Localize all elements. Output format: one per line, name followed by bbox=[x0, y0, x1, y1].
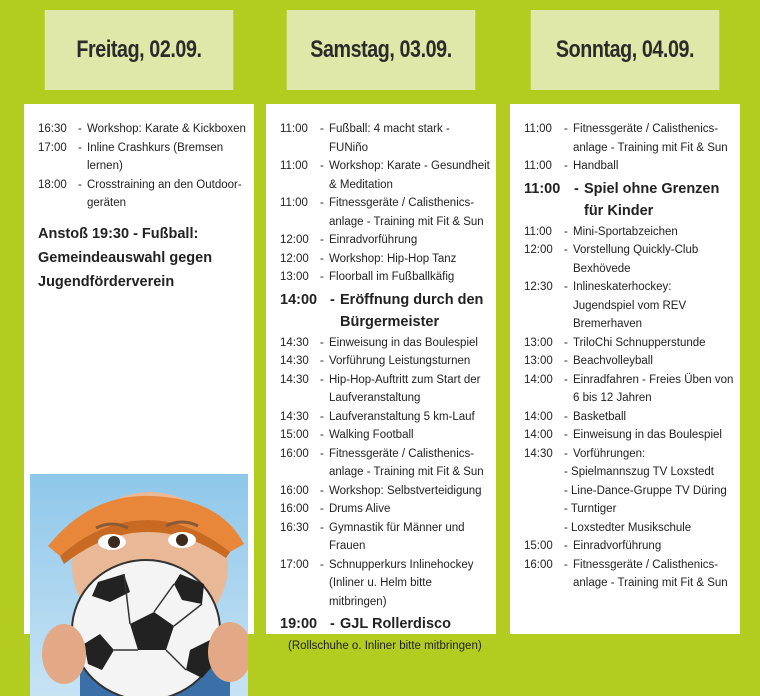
event-time: 16:00 bbox=[524, 558, 553, 571]
time-separator: - bbox=[320, 373, 324, 386]
time-separator: - bbox=[320, 355, 324, 367]
event-row bbox=[280, 500, 490, 519]
event-row bbox=[280, 334, 490, 353]
event-time: 15:00 bbox=[280, 429, 309, 441]
highlight-event-row bbox=[524, 178, 734, 222]
highlight-event-row bbox=[280, 613, 490, 635]
day-header: Freitag, 02.09. bbox=[45, 10, 234, 90]
event-row bbox=[280, 194, 490, 231]
event-title: Mini-Sportabzeichen bbox=[573, 225, 678, 238]
event-row bbox=[280, 426, 490, 445]
time-separator: - bbox=[564, 558, 568, 571]
time-separator: - bbox=[78, 141, 82, 154]
event-row bbox=[524, 408, 734, 427]
event-row bbox=[280, 445, 490, 482]
event-title: Einradfahren - Freies Üben von 6 bis 12 Jahren bbox=[573, 373, 734, 404]
time-separator: - bbox=[320, 336, 324, 349]
event-title: GJL Rollerdisco bbox=[340, 616, 451, 632]
event-time: 12:00 bbox=[280, 252, 309, 265]
event-row bbox=[524, 537, 734, 556]
time-separator: - bbox=[320, 123, 324, 135]
event-time: 14:00 bbox=[280, 291, 318, 308]
schedule-panel bbox=[266, 104, 496, 652]
event-title: Einweisung in das Boulespiel bbox=[329, 336, 478, 349]
performance-subitem: - Loxstedter Musikschule bbox=[564, 521, 692, 534]
time-separator: - bbox=[78, 178, 82, 191]
event-row bbox=[524, 426, 734, 445]
event-time: 18:00 bbox=[38, 178, 67, 191]
time-separator: - bbox=[320, 197, 324, 209]
event-title: Workshop: Karate & Kickboxen bbox=[87, 123, 246, 135]
event-row bbox=[38, 176, 248, 213]
time-separator: - bbox=[320, 271, 324, 283]
time-separator: - bbox=[564, 160, 568, 172]
time-separator: - bbox=[320, 503, 324, 515]
event-row bbox=[280, 352, 490, 371]
event-row bbox=[280, 371, 490, 408]
event-time: 11:00 bbox=[280, 197, 308, 209]
schedule-panel bbox=[510, 104, 740, 634]
event-title: Fitnessgeräte / Calisthenics-anlage - Training mit Fit & Sun bbox=[329, 447, 484, 478]
time-separator: - bbox=[320, 447, 324, 460]
event-row bbox=[280, 519, 490, 556]
event-time: 14:30 bbox=[280, 355, 309, 367]
event-title: Vorführung Leistungsturnen bbox=[329, 355, 471, 367]
event-title: Handball bbox=[573, 160, 619, 172]
event-title: Fitnessgeräte / Calisthenics-anlage - Training mit Fit & Sun bbox=[329, 197, 484, 228]
event-time: 13:00 bbox=[280, 271, 309, 283]
event-time: 11:00 bbox=[524, 180, 561, 197]
boy-with-football-photo bbox=[30, 474, 248, 696]
event-row bbox=[524, 223, 734, 242]
time-separator: - bbox=[564, 281, 568, 293]
event-title: Workshop: Karate - Gesundheit & Meditation bbox=[329, 160, 490, 191]
event-row bbox=[280, 157, 490, 194]
event-time: 14:30 bbox=[280, 410, 309, 423]
time-separator: - bbox=[330, 616, 335, 632]
event-time: 16:00 bbox=[280, 503, 309, 515]
event-title: Inline Crashkurs (Bremsen lernen) bbox=[87, 141, 224, 172]
highlight-event-row bbox=[280, 289, 490, 333]
event-time: 19:00 bbox=[280, 616, 318, 632]
event-time: 16:00 bbox=[280, 447, 309, 460]
event-title: Drums Alive bbox=[329, 503, 391, 515]
event-row bbox=[524, 556, 734, 593]
event-time: 14:30 bbox=[524, 447, 553, 460]
event-time: 14:30 bbox=[280, 373, 309, 386]
event-row bbox=[524, 120, 734, 157]
event-note: (Rollschuhe o. Inliner bitte mitbringen) bbox=[288, 640, 482, 652]
time-separator: - bbox=[320, 160, 324, 172]
event-title: Hip-Hop-Auftritt zum Start der Laufveranstaltung bbox=[329, 373, 481, 404]
event-row bbox=[280, 482, 490, 501]
event-title: Fitnessgeräte / Calisthenics-anlage - Training mit Fit & Sun bbox=[573, 123, 728, 154]
time-separator: - bbox=[320, 252, 324, 265]
event-time: 11:00 bbox=[280, 123, 308, 135]
day-header: Sonntag, 04.09. bbox=[531, 10, 720, 90]
time-separator: - bbox=[320, 234, 324, 246]
event-title: Basketball bbox=[573, 410, 627, 423]
event-time: 11:00 bbox=[524, 225, 552, 238]
performance-subitem: - Spielmannszug TV Loxstedt bbox=[564, 466, 715, 478]
event-title: Beachvolleyball bbox=[573, 355, 653, 367]
event-time: 14:30 bbox=[280, 336, 309, 349]
event-title: Gymnastik für Männer und Frauen bbox=[329, 521, 465, 552]
time-separator: - bbox=[564, 336, 568, 349]
time-separator: - bbox=[320, 410, 324, 423]
event-row bbox=[280, 120, 490, 157]
event-row bbox=[280, 556, 490, 612]
time-separator: - bbox=[564, 373, 568, 386]
event-row bbox=[280, 268, 490, 287]
event-title: Einradvorführung bbox=[573, 540, 662, 552]
event-title: Eröffnung durch den Bürgermeister bbox=[340, 291, 484, 330]
event-title: Laufveranstaltung 5 km-Lauf bbox=[329, 410, 475, 423]
event-time: 11:00 bbox=[524, 160, 552, 172]
event-time: 17:00 bbox=[280, 558, 309, 571]
event-row bbox=[38, 139, 248, 176]
event-row bbox=[280, 250, 490, 269]
time-separator: - bbox=[564, 225, 568, 238]
event-row bbox=[280, 231, 490, 250]
time-separator: - bbox=[564, 447, 568, 460]
time-separator: - bbox=[564, 123, 568, 135]
event-row bbox=[38, 120, 248, 139]
event-title: Inlineskaterhockey: Jugendspiel vom REV Bremerhaven bbox=[573, 281, 687, 330]
event-time: 12:00 bbox=[280, 234, 309, 246]
event-title: Crosstraining an den Outdoor-geräten bbox=[87, 178, 242, 209]
time-separator: - bbox=[330, 291, 335, 308]
event-title: Spiel ohne Grenzen für Kinder bbox=[584, 180, 720, 219]
event-row bbox=[524, 157, 734, 176]
schedule-list bbox=[524, 120, 734, 593]
event-time: 16:00 bbox=[280, 484, 309, 497]
event-time: 14:00 bbox=[524, 429, 553, 441]
event-title: Vorführungen: bbox=[573, 447, 646, 460]
event-time: 16:30 bbox=[38, 123, 67, 135]
day-header: Samstag, 03.09. bbox=[287, 10, 476, 90]
event-title: Fitnessgeräte / Calisthenics-anlage - Training mit Fit & Sun bbox=[573, 558, 728, 589]
event-time: 13:00 bbox=[524, 355, 553, 367]
event-row bbox=[524, 278, 734, 334]
event-row bbox=[524, 334, 734, 353]
performance-subitem: - Line-Dance-Gruppe TV Düring bbox=[564, 484, 727, 497]
event-time: 12:00 bbox=[524, 244, 553, 256]
event-time: 12:30 bbox=[524, 281, 553, 293]
event-title: Workshop: Hip-Hop Tanz bbox=[329, 252, 457, 265]
event-row bbox=[524, 241, 734, 278]
event-title: Einradvorführung bbox=[329, 234, 418, 246]
event-title: Workshop: Selbstverteidigung bbox=[329, 484, 482, 497]
schedule-list bbox=[280, 120, 490, 656]
time-separator: - bbox=[564, 540, 568, 552]
event-title: Schnupperkurs Inlinehockey (Inliner u. Helm bitte mitbringen) bbox=[329, 558, 474, 608]
time-separator: - bbox=[574, 180, 579, 197]
event-title: Einweisung in das Boulespiel bbox=[573, 429, 722, 441]
event-row bbox=[524, 371, 734, 408]
event-time: 14:00 bbox=[524, 373, 553, 386]
event-title: Vorstellung Quickly-Club Bexhövede bbox=[573, 244, 699, 275]
time-separator: - bbox=[564, 355, 568, 367]
performance-subitem: - Turntiger bbox=[564, 503, 617, 515]
event-time: 17:00 bbox=[38, 141, 67, 154]
event-time: 15:00 bbox=[524, 540, 553, 552]
event-time: 16:30 bbox=[280, 521, 309, 534]
schedule-list bbox=[38, 120, 248, 213]
highlight-announcement: Anstoß 19:30 - Fußball: Gemeindeauswahl gegen Jugendförderverein bbox=[38, 226, 213, 290]
time-separator: - bbox=[320, 429, 324, 441]
time-separator: - bbox=[320, 558, 324, 571]
event-title: Floorball im Fußballkäfig bbox=[329, 271, 455, 283]
event-row bbox=[280, 408, 490, 427]
time-separator: - bbox=[78, 123, 82, 135]
time-separator: - bbox=[564, 410, 568, 423]
event-title: Fußball: 4 macht stark - FUNiño bbox=[329, 123, 450, 154]
time-separator: - bbox=[320, 521, 324, 534]
event-time: 11:00 bbox=[280, 160, 308, 172]
event-time: 14:00 bbox=[524, 410, 553, 423]
event-row bbox=[524, 445, 734, 464]
event-title: Walking Football bbox=[329, 429, 414, 441]
event-row bbox=[524, 352, 734, 371]
event-time: 13:00 bbox=[524, 336, 553, 349]
event-title: TriloChi Schnupperstunde bbox=[573, 336, 706, 349]
time-separator: - bbox=[564, 429, 568, 441]
schedule-panel bbox=[24, 104, 254, 634]
event-time: 11:00 bbox=[524, 123, 552, 135]
time-separator: - bbox=[320, 484, 324, 497]
time-separator: - bbox=[564, 244, 568, 256]
